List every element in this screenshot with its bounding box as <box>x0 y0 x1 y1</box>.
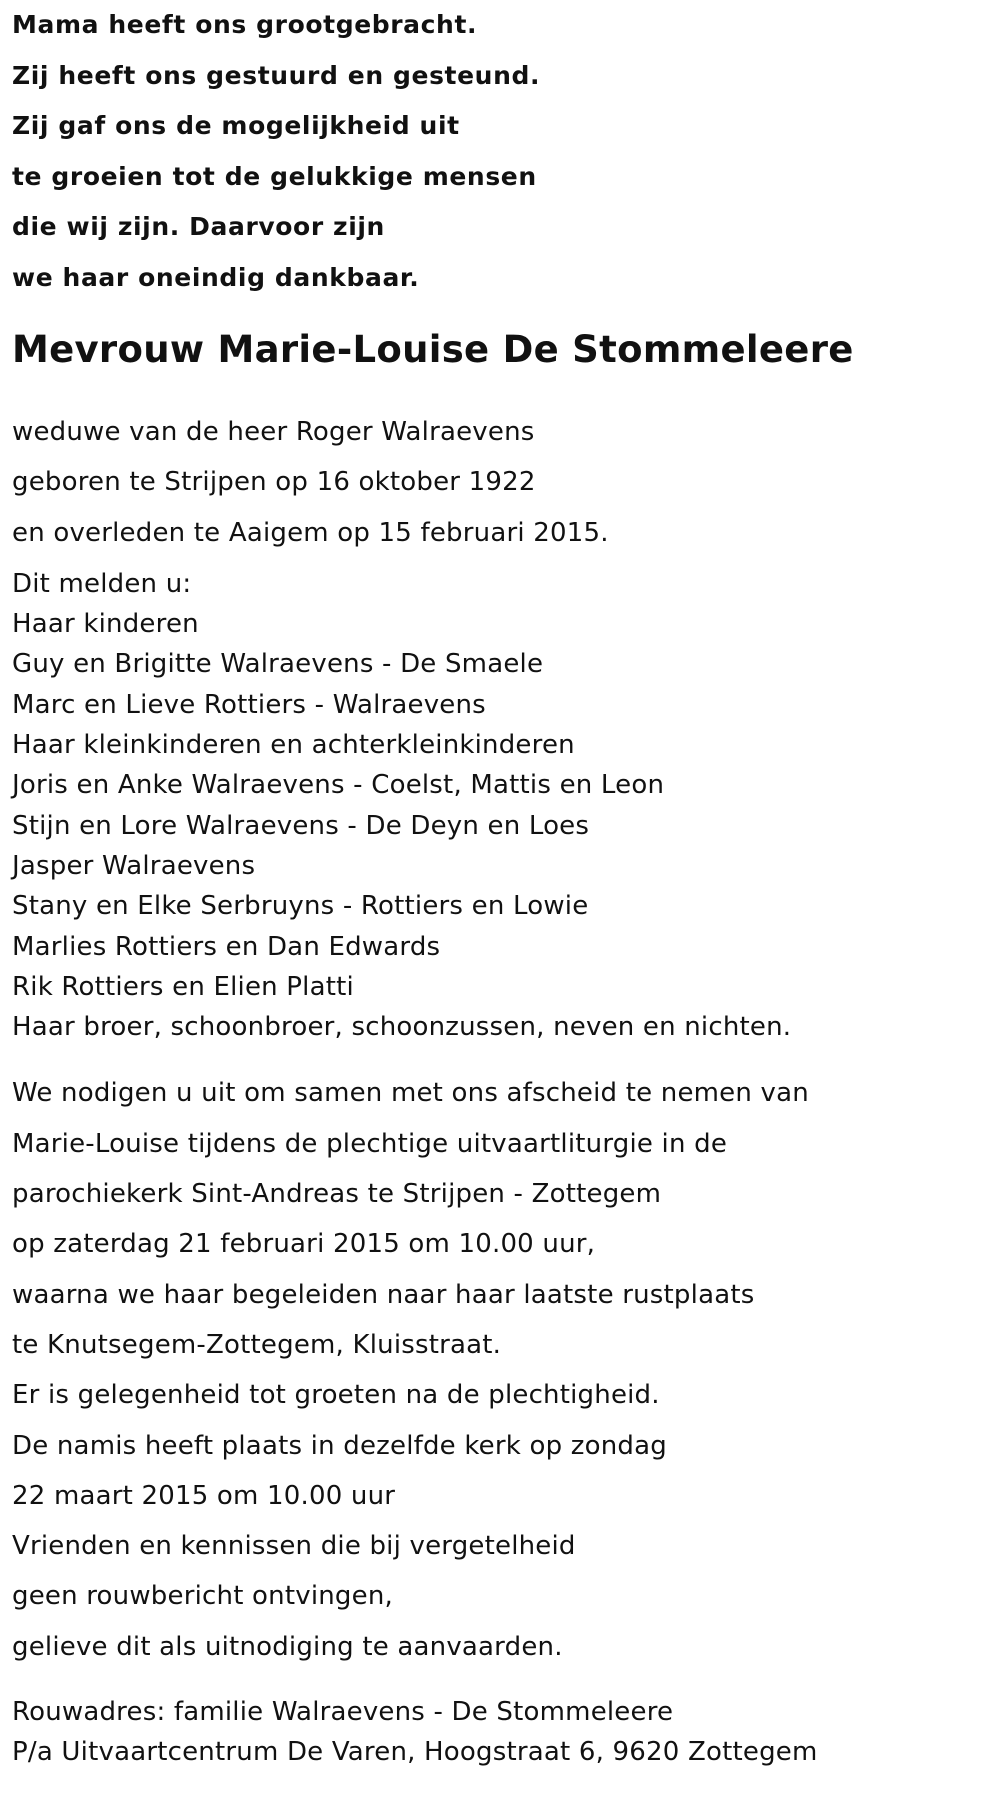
address-block <box>12 1692 988 1772</box>
life-detail-line: geboren te Strijpen op 16 oktober 1922 <box>12 467 536 498</box>
invitation-line: waarna we haar begeleiden naar haar laatste rustplaats <box>12 1279 755 1310</box>
poem-line: Mama heeft ons grootgebracht. <box>12 10 478 39</box>
family-line: Joris en Anke Walraevens - Coelst, Mattis en Leon <box>12 770 665 801</box>
invitation-block <box>12 1068 988 1672</box>
invitation-line: 22 maart 2015 om 10.00 uur <box>12 1480 396 1511</box>
poem-line: Zij heeft ons gestuurd en gesteund. <box>12 60 541 90</box>
life-detail-line: en overleden te Aaigem op 15 februari 2015. <box>12 517 609 548</box>
family-line: Stijn en Lore Walraevens - De Deyn en Loes <box>12 810 590 841</box>
family-line: Guy en Brigitte Walraevens - De Smaele <box>12 649 544 680</box>
family-line: Dit melden u: <box>12 568 192 599</box>
family-line: Haar kleinkinderen en achterkleinkinderen <box>12 730 575 761</box>
poem-line: Zij gaf ons de mogelijkheid uit <box>12 111 460 140</box>
invitation-line: geen rouwbericht ontvingen, <box>12 1581 393 1612</box>
life-details-block <box>12 407 988 558</box>
invitation-line: Er is gelegenheid tot groeten na de plechtigheid. <box>12 1380 660 1411</box>
spacer <box>12 1672 988 1692</box>
address-line: Rouwadres: familie Walraevens - De Stommeleere <box>12 1697 674 1728</box>
poem-line: we haar oneindig dankbaar. <box>12 262 420 292</box>
invitation-line: Marie-Louise tijdens de plechtige uitvaartliturgie in de <box>12 1128 728 1159</box>
family-block <box>12 564 988 1048</box>
family-line: Jasper Walraevens <box>12 850 256 881</box>
poem-line: die wij zijn. Daarvoor zijn <box>12 212 385 241</box>
invitation-line: parochiekerk Sint-Andreas te Strijpen - Zottegem <box>12 1179 662 1210</box>
spacer <box>12 1047 988 1068</box>
invitation-line: Vrienden en kennissen die bij vergetelheid <box>12 1531 576 1562</box>
obituary-document <box>12 0 988 1772</box>
invitation-line: gelieve dit als uitnodiging te aanvaarden. <box>12 1631 563 1662</box>
family-line: Haar kinderen <box>12 609 199 640</box>
family-line: Marc en Lieve Rottiers - Walraevens <box>12 689 486 720</box>
family-line: Rik Rottiers en Elien Platti <box>12 971 354 1002</box>
family-line: Haar broer, schoonbroer, schoonzussen, neven en nichten. <box>12 1012 792 1043</box>
family-line: Stany en Elke Serbruyns - Rottiers en Lowie <box>12 891 589 922</box>
invitation-line: te Knutsegem-Zottegem, Kluisstraat. <box>12 1329 502 1360</box>
invitation-line: De namis heeft plaats in dezelfde kerk op zondag <box>12 1430 667 1461</box>
invitation-line: op zaterdag 21 februari 2015 om 10.00 uur, <box>12 1229 596 1260</box>
deceased-name-heading: Mevrouw Marie-Louise De Stommeleere <box>12 328 854 371</box>
address-line: P/a Uitvaartcentrum De Varen, Hoogstraat 6, 9620 Zottegem <box>12 1737 818 1768</box>
family-line: Marlies Rottiers en Dan Edwards <box>12 931 441 962</box>
invitation-line: We nodigen u uit om samen met ons afscheid te nemen van <box>12 1078 809 1109</box>
life-detail-line: weduwe van de heer Roger Walraevens <box>12 417 535 447</box>
poem-line: te groeien tot de gelukkige mensen <box>12 161 537 191</box>
poem-block <box>12 0 988 303</box>
